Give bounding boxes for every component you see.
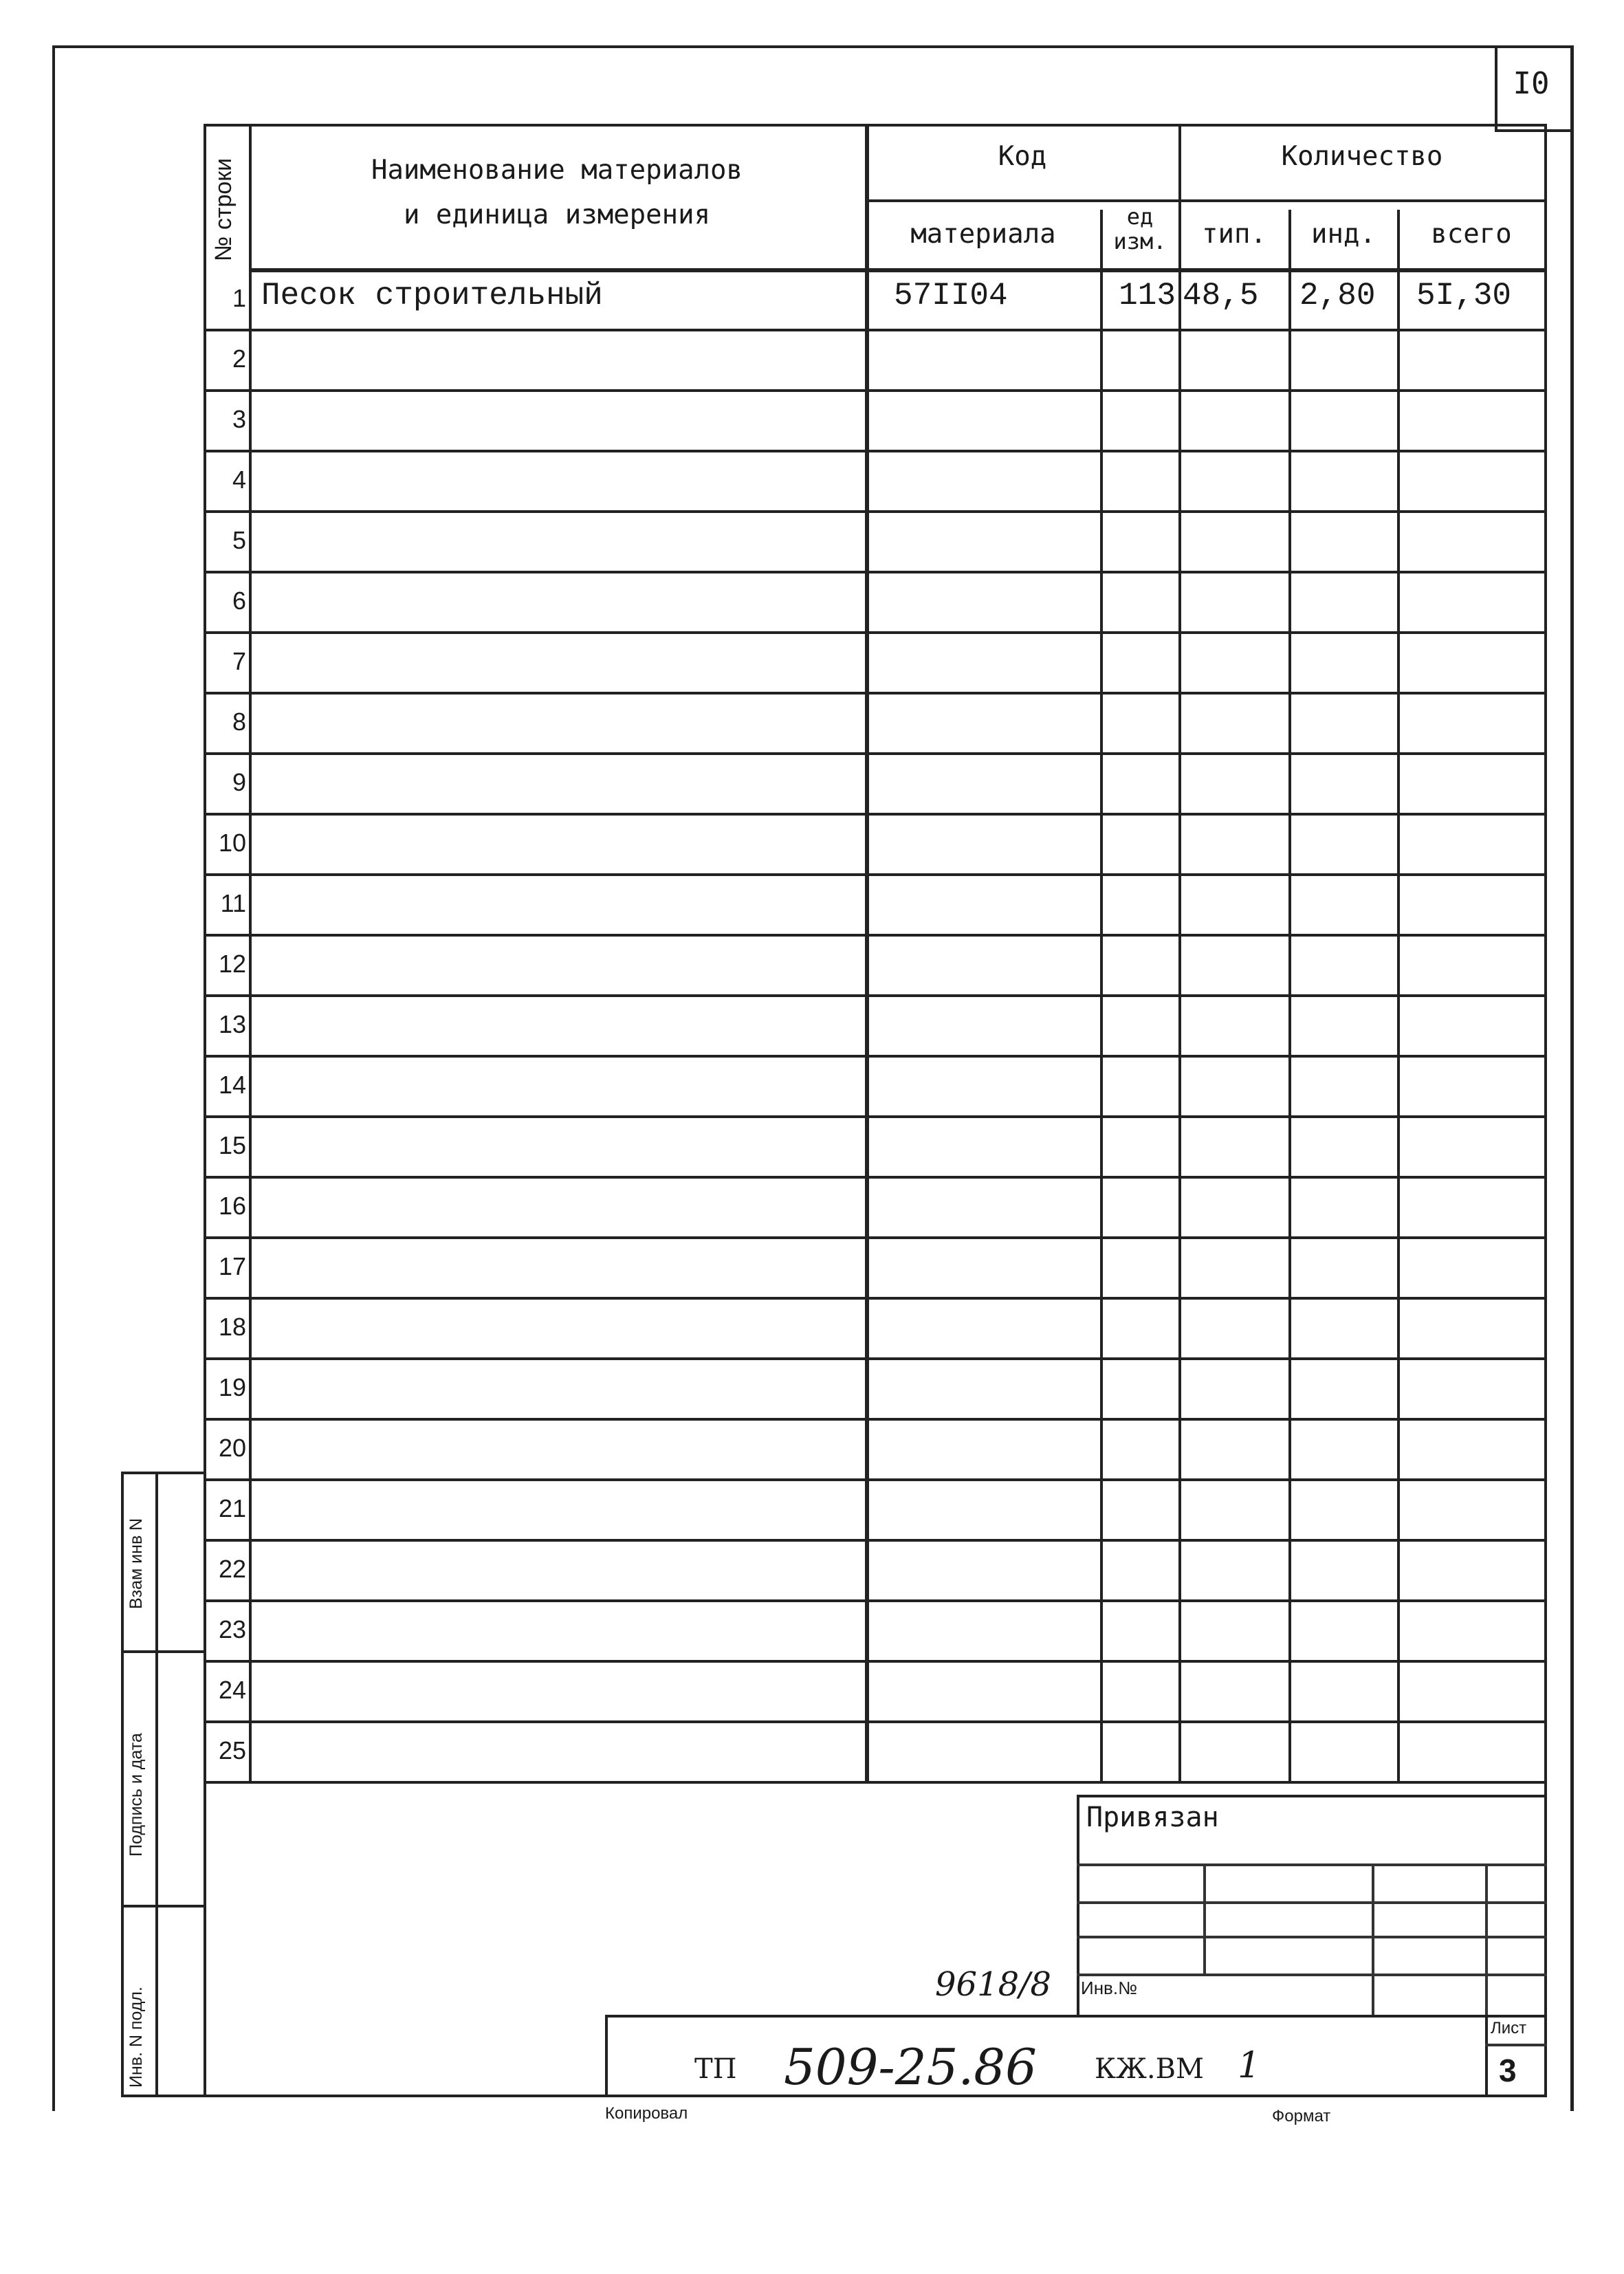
row-line bbox=[204, 389, 1547, 392]
list-value: 3 bbox=[1499, 2053, 1517, 2088]
header-unit-2: изм. bbox=[1113, 228, 1167, 254]
side-stamp-left bbox=[121, 1472, 124, 2097]
row-number: 10 bbox=[218, 829, 246, 857]
row-number: 19 bbox=[218, 1373, 246, 1401]
doc-suffix: КЖ.ВМ bbox=[1095, 2053, 1204, 2085]
list-label-line bbox=[1485, 2044, 1547, 2046]
row-line bbox=[204, 631, 1547, 634]
row-line bbox=[204, 692, 1547, 695]
header-split-line bbox=[865, 199, 1547, 202]
row-line bbox=[204, 1297, 1547, 1300]
row-number: 18 bbox=[218, 1313, 246, 1341]
row-number: 25 bbox=[218, 1736, 246, 1764]
row-line bbox=[204, 813, 1547, 816]
name-col-border bbox=[865, 124, 869, 1781]
row-line bbox=[204, 1599, 1547, 1602]
row-number: 16 bbox=[218, 1192, 246, 1220]
row-number: 21 bbox=[218, 1494, 246, 1522]
privyazan-col-2 bbox=[1372, 1863, 1374, 2015]
row-number: 1 bbox=[232, 284, 246, 312]
row-number: 17 bbox=[218, 1252, 246, 1280]
header-row-no: № строки bbox=[210, 157, 237, 261]
row-line bbox=[204, 510, 1547, 513]
table-right-border bbox=[1544, 124, 1547, 1781]
row-number: 24 bbox=[218, 1676, 246, 1704]
row-line bbox=[204, 873, 1547, 876]
row-number: 8 bbox=[232, 708, 246, 736]
side-stamp-podpis: Подпись и дата bbox=[127, 1733, 146, 1857]
privyazan-label: Привязан bbox=[1086, 1802, 1219, 1833]
row1-unit: 113 bbox=[1119, 278, 1176, 314]
unit-col-border bbox=[1178, 124, 1181, 1781]
row-line bbox=[204, 571, 1547, 573]
row-number: 5 bbox=[232, 526, 246, 554]
row-number: 23 bbox=[218, 1615, 246, 1643]
side-stamp-inv-podl: Инв. N подл. bbox=[127, 1987, 146, 2088]
row-line bbox=[204, 1660, 1547, 1663]
side-stamp-vzam: Взам инв N bbox=[127, 1518, 146, 1609]
doc-hand: 1 bbox=[1238, 2045, 1261, 2086]
table-top-border bbox=[204, 124, 1547, 127]
side-stamp-sep-1 bbox=[121, 1650, 204, 1653]
privyazan-line-3 bbox=[1077, 1936, 1547, 1938]
row-number: 14 bbox=[218, 1071, 246, 1099]
row-line bbox=[204, 1176, 1547, 1179]
row-number-col-border bbox=[249, 124, 252, 1781]
table-bottom-border bbox=[204, 1781, 1547, 1784]
row-line bbox=[204, 1418, 1547, 1421]
privyazan-line-1 bbox=[1077, 1863, 1547, 1866]
row-line bbox=[204, 994, 1547, 997]
row-number: 11 bbox=[220, 889, 246, 917]
page-frame bbox=[52, 45, 1574, 2111]
row1-typ: 48,5 bbox=[1183, 278, 1259, 314]
row-number: 22 bbox=[218, 1555, 246, 1583]
row-line bbox=[204, 1115, 1547, 1118]
header-ind: инд. bbox=[1311, 219, 1376, 250]
doc-prefix: ТП bbox=[694, 2053, 737, 2085]
row-line bbox=[204, 329, 1547, 331]
row-line bbox=[204, 1357, 1547, 1360]
inv-handwritten: 9618/8 bbox=[935, 1965, 1051, 2004]
title-block-right bbox=[1544, 1781, 1547, 2097]
row-number: 3 bbox=[232, 405, 246, 433]
row-line bbox=[204, 1539, 1547, 1542]
privyazan-col-1 bbox=[1203, 1863, 1206, 1974]
row-line bbox=[204, 934, 1547, 937]
bottom-left-border bbox=[204, 1781, 206, 2097]
row-line bbox=[204, 1055, 1547, 1058]
row1-code: 57II04 bbox=[894, 278, 1008, 314]
row-number: 7 bbox=[232, 647, 246, 675]
header-unit-line: и единица измерения bbox=[403, 199, 711, 230]
row-line bbox=[204, 1478, 1547, 1481]
header-quantity: Количество bbox=[1281, 141, 1443, 172]
side-stamp-divider bbox=[155, 1472, 158, 2097]
designation-left bbox=[605, 2015, 608, 2097]
row-number: 2 bbox=[232, 345, 246, 373]
side-stamp-bottom bbox=[121, 2095, 204, 2097]
privyazan-line-2 bbox=[1077, 1901, 1547, 1904]
row-number: 9 bbox=[232, 768, 246, 796]
row1-ind: 2,80 bbox=[1299, 278, 1376, 314]
row1-name: Песок строительный bbox=[261, 278, 603, 314]
doc-number: 509-25.86 bbox=[784, 2038, 1037, 2096]
footer-format: Формат bbox=[1272, 2107, 1331, 2125]
row1-total: 5I,30 bbox=[1416, 278, 1512, 314]
sheet-number: I0 bbox=[1513, 66, 1550, 101]
side-stamp-sep-2 bbox=[121, 1905, 204, 1907]
row-number: 12 bbox=[218, 950, 246, 978]
privyazan-top bbox=[1077, 1795, 1547, 1797]
header-unit-1: ед bbox=[1126, 204, 1154, 230]
list-col-border bbox=[1485, 2015, 1488, 2097]
header-material: материала bbox=[910, 219, 1056, 250]
list-label: Лист bbox=[1491, 2019, 1527, 2037]
row-number: 20 bbox=[218, 1434, 246, 1462]
designation-top bbox=[605, 2015, 1547, 2018]
privyazan-col-3 bbox=[1485, 1863, 1488, 2015]
row-number: 4 bbox=[232, 466, 246, 494]
row-number: 6 bbox=[232, 587, 246, 615]
header-bottom-line bbox=[249, 268, 1547, 272]
row-line bbox=[204, 1720, 1547, 1723]
privyazan-left bbox=[1077, 1795, 1079, 2015]
row-line bbox=[204, 1236, 1547, 1239]
row-line bbox=[204, 450, 1547, 452]
inv-no-label: Инв.№ bbox=[1081, 1978, 1137, 1998]
privyazan-line-4 bbox=[1077, 1974, 1547, 1976]
header-total: всего bbox=[1431, 219, 1512, 250]
row-number: 13 bbox=[218, 1010, 246, 1038]
header-name: Наименование материалов bbox=[371, 155, 743, 186]
side-stamp-top bbox=[121, 1472, 204, 1474]
row-line bbox=[204, 752, 1547, 755]
header-typ: тип. bbox=[1202, 219, 1266, 250]
footer-copied: Копировал bbox=[605, 2104, 688, 2123]
header-code: Код bbox=[998, 141, 1047, 172]
row-number: 15 bbox=[218, 1131, 246, 1159]
